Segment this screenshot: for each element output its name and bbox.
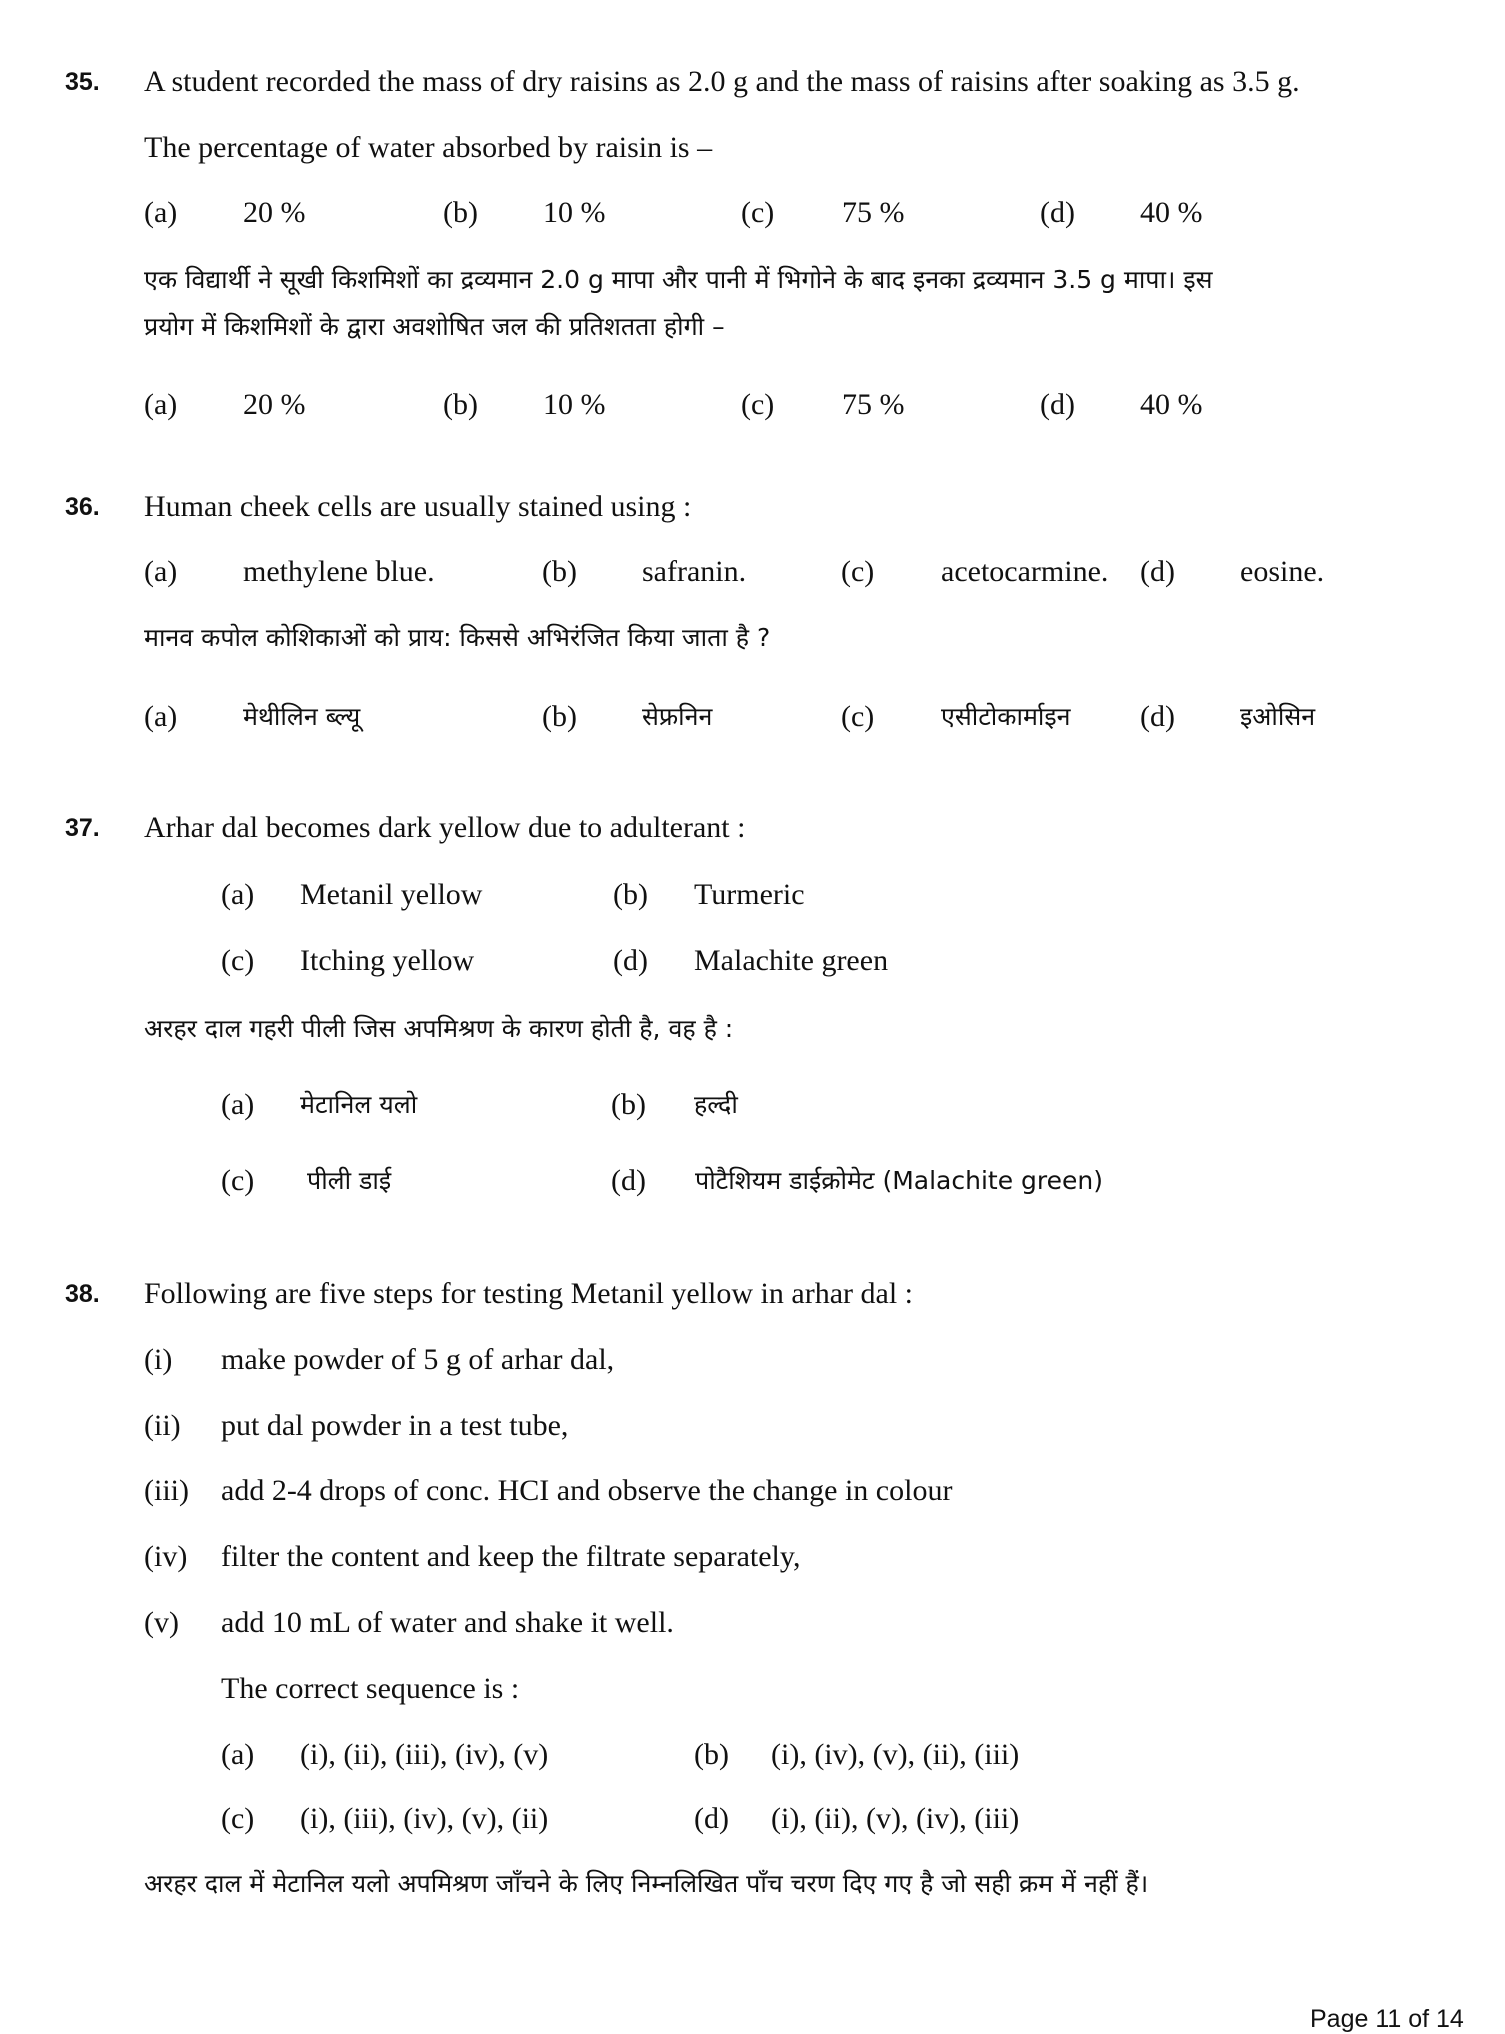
option-text: Turmeric — [694, 878, 805, 911]
option-text: (i), (ii), (v), (iv), (iii) — [771, 1802, 1020, 1835]
option-text: 40 % — [1140, 388, 1203, 421]
option-text: eosine. — [1240, 555, 1325, 588]
question-number: 38. — [65, 1280, 100, 1308]
option-text: Malachite green — [694, 944, 889, 977]
option-text: Metanil yellow — [300, 878, 483, 911]
question-number: 35. — [65, 68, 100, 96]
option-text: Itching yellow — [300, 944, 475, 977]
option-text: एसीटोकार्माइन — [941, 702, 1071, 731]
step-text: put dal powder in a test tube, — [221, 1409, 569, 1442]
question-text: Human cheek cells are usually stained using : — [144, 490, 692, 523]
option-label: (b) — [443, 196, 478, 229]
step-label: (ii) — [144, 1409, 181, 1442]
option-label: (c) — [741, 196, 775, 229]
step-text: filter the content and keep the filtrate separately, — [221, 1540, 801, 1573]
step-label: (iii) — [144, 1474, 189, 1507]
step-label: (v) — [144, 1606, 179, 1639]
option-label: (b) — [443, 388, 478, 421]
step-label: (iv) — [144, 1540, 188, 1573]
option-text: 75 % — [842, 196, 905, 229]
option-label: (c) — [841, 700, 875, 733]
question-prompt: The correct sequence is : — [221, 1672, 520, 1705]
option-text: (i), (ii), (iii), (iv), (v) — [300, 1738, 549, 1771]
option-text: (i), (iii), (iv), (v), (ii) — [300, 1802, 549, 1835]
option-label: (a) — [144, 196, 178, 229]
option-label: (b) — [542, 555, 577, 588]
option-label: (d) — [1140, 700, 1175, 733]
option-label: (a) — [221, 1738, 255, 1771]
question-text: Following are five steps for testing Metanil yellow in arhar dal : — [144, 1277, 913, 1310]
option-label: (b) — [542, 700, 577, 733]
option-text: methylene blue. — [243, 555, 435, 588]
option-label: (c) — [221, 944, 255, 977]
step-text: add 10 mL of water and shake it well. — [221, 1606, 674, 1639]
option-label: (c) — [741, 388, 775, 421]
question-number: 37. — [65, 814, 100, 842]
option-label: (a) — [221, 1088, 255, 1121]
option-text: पीली डाई — [307, 1166, 392, 1195]
option-label: (c) — [221, 1164, 255, 1197]
question-text: A student recorded the mass of dry raisins as 2.0 g and the mass of raisins after soaking as 3.5 g. — [144, 65, 1300, 98]
option-text: मेथीलिन ब्ल्यू — [243, 702, 361, 731]
option-text: 10 % — [543, 388, 606, 421]
option-text: safranin. — [642, 555, 747, 588]
option-label: (d) — [1040, 196, 1075, 229]
option-label: (d) — [1140, 555, 1175, 588]
option-label: (a) — [144, 555, 178, 588]
question-text: Arhar dal becomes dark yellow due to adulterant : — [144, 811, 746, 844]
option-label: (c) — [221, 1802, 255, 1835]
option-text: पोटैशियम डाईक्रोमेट (Malachite green) — [695, 1166, 1103, 1195]
option-text: acetocarmine. — [941, 555, 1109, 588]
option-text: 10 % — [543, 196, 606, 229]
question-text-hindi: मानव कपोल कोशिकाओं को प्राय: किससे अभिरंजित किया जाता है ? — [144, 623, 771, 652]
option-text: हल्दी — [694, 1090, 738, 1119]
question-text: The percentage of water absorbed by raisin is – — [144, 131, 713, 164]
option-text: (i), (iv), (v), (ii), (iii) — [771, 1738, 1020, 1771]
option-text: इओसिन — [1240, 702, 1316, 731]
option-label: (d) — [611, 1164, 646, 1197]
option-label: (d) — [694, 1802, 729, 1835]
option-label: (b) — [613, 878, 648, 911]
option-label: (a) — [144, 388, 178, 421]
question-text-hindi: प्रयोग में किशमिशों के द्वारा अवशोषित जल की प्रतिशतता होगी – — [144, 312, 725, 341]
question-text-hindi: अरहर दाल में मेटानिल यलो अपमिश्रण जाँचने के लिए निम्नलिखित पाँच चरण दिए गए है जो सही क्रम में नहीं हैं। — [144, 1869, 1149, 1898]
option-text: 20 % — [243, 196, 306, 229]
option-text: 20 % — [243, 388, 306, 421]
option-text: सेफ्रनिन — [642, 702, 713, 731]
question-text-hindi: एक विद्यार्थी ने सूखी किशमिशों का द्रव्यमान 2.0 g मापा और पानी में भिगोने के बाद इनका द्रव्यमान 3.5 g मापा। इस — [144, 265, 1213, 294]
option-label: (a) — [144, 700, 178, 733]
option-label: (d) — [1040, 388, 1075, 421]
option-text: 75 % — [842, 388, 905, 421]
question-text-hindi: अरहर दाल गहरी पीली जिस अपमिश्रण के कारण होती है, वह है : — [144, 1014, 734, 1043]
page-number: Page 11 of 14 — [1310, 2005, 1464, 2033]
step-label: (i) — [144, 1343, 173, 1376]
step-text: make powder of 5 g of arhar dal, — [221, 1343, 615, 1376]
option-label: (b) — [611, 1088, 646, 1121]
option-label: (c) — [841, 555, 875, 588]
option-text: मेटानिल यलो — [300, 1090, 418, 1119]
option-label: (d) — [613, 944, 648, 977]
step-text: add 2-4 drops of conc. HCI and observe the change in colour — [221, 1474, 953, 1507]
question-number: 36. — [65, 493, 100, 521]
option-label: (a) — [221, 878, 255, 911]
option-label: (b) — [694, 1738, 729, 1771]
option-text: 40 % — [1140, 196, 1203, 229]
